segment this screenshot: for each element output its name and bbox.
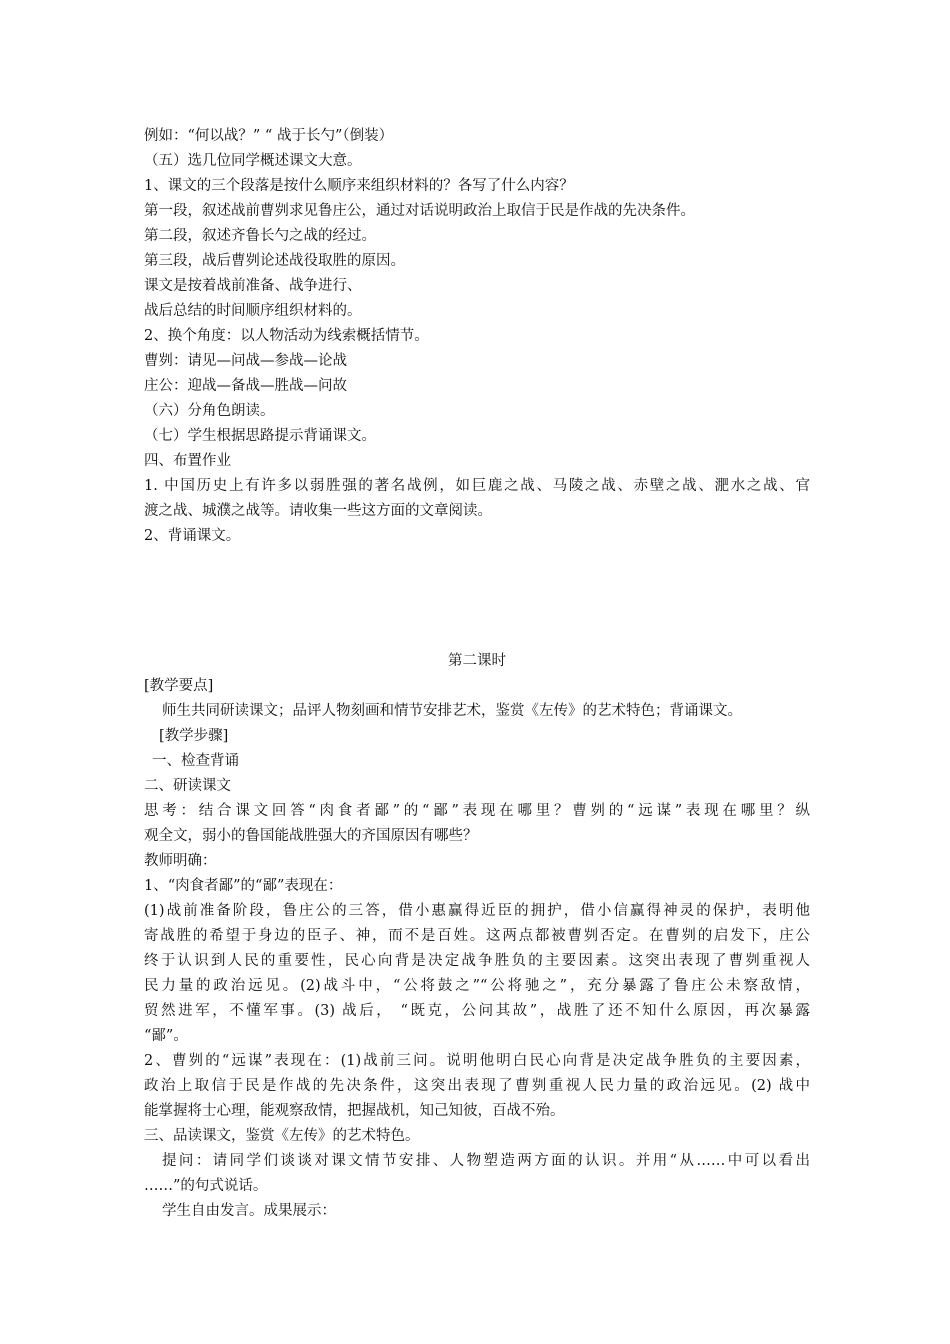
text-line: 1、课文的三个段落是按什么顺序来组织材料的？各写了什么内容？ bbox=[144, 178, 574, 194]
text-line: (1)战前准备阶段，鲁庄公的三答，借小惠赢得近臣的拥护，借小信赢得神灵的保护，表明他 bbox=[144, 903, 810, 919]
text-line: 1、“肉食者鄙”的“鄙”表现在： bbox=[144, 878, 343, 894]
text-line: 2、背诵课文。 bbox=[144, 528, 241, 544]
text-line: 思考：结合课文回答“肉食者鄙”的“鄙”表现在哪里？曹刿的“远谋”表现在哪里？纵 bbox=[144, 803, 810, 819]
text-line: 提问：请同学们谈谈对课文情节安排、人物塑造两方面的认识。并用“从……中可以看出 bbox=[162, 1153, 810, 1169]
text-line: 渡之战、城濮之战等。请收集一些这方面的文章阅读。 bbox=[144, 503, 492, 519]
text-line: 第二段，叙述齐鲁长勺之战的经过。 bbox=[144, 228, 376, 244]
text-line: 庄公：迎战—备战—胜战—问故 bbox=[144, 378, 347, 394]
section-heading: 四、布置作业 bbox=[144, 453, 231, 469]
text-line: 第三段，战后曹刿论述战役取胜的原因。 bbox=[144, 253, 405, 269]
text-line: 终于认识到人民的重要性，民心向背是决定战争胜负的主要因素。这突出表现了曹刿重视人 bbox=[144, 953, 810, 969]
text-line: “鄙”。 bbox=[144, 1028, 188, 1044]
text-line: 1. 中国历史上有许多以弱胜强的著名战例，如巨鹿之战、马陵之战、赤壁之战、淝水之战、官 bbox=[144, 478, 810, 494]
text-line: 课文是按着战前准备、战争进行、 bbox=[144, 278, 362, 294]
text-line: 贸然进军，不懂军事。(3) 战后， “既克，公问其故”，战胜了还不知什么原因，再次暴露 bbox=[144, 1003, 810, 1019]
text-line: 第一段，叙述战前曹刿求见鲁庄公，通过对话说明政治上取信于民是作战的先决条件。 bbox=[144, 203, 695, 219]
text-line: 曹刿：请见—问战—参战—论战 bbox=[144, 353, 347, 369]
text-line: [教学步骤] bbox=[159, 728, 229, 744]
lesson-title: 第二课时 bbox=[448, 653, 506, 669]
section-heading: 二、研读课文 bbox=[144, 778, 231, 794]
text-line: 一、检查背诵 bbox=[152, 753, 239, 769]
text-line: 2、曹刿的“远谋”表现在：(1)战前三问。说明他明白民心向背是决定战争胜负的主要因素， bbox=[144, 1053, 810, 1069]
text-line: 观全文，弱小的鲁国能战胜强大的齐国原因有哪些？ bbox=[144, 828, 478, 844]
text-line: 教师明确： bbox=[144, 853, 217, 869]
text-line: 2、换个角度：以人物活动为线索概括情节。 bbox=[144, 328, 429, 344]
text-line: （七）学生根据思路提示背诵课文。 bbox=[144, 428, 376, 444]
text-line: [教学要点] bbox=[144, 678, 214, 694]
text-line: 学生自由发言。成果展示： bbox=[162, 1203, 336, 1219]
text-line: 例如：“何以战？” “ 战于长勺”（倒装） bbox=[144, 128, 394, 144]
text-line: 政治上取信于民是作战的先决条件，这突出表现了曹刿重视人民力量的政治远见。(2) 战中 bbox=[144, 1078, 810, 1094]
text-line: （五）选几位同学概述课文大意。 bbox=[144, 153, 362, 169]
text-line: 战后总结的时间顺序组织材料的。 bbox=[144, 303, 362, 319]
text-line: （六）分角色朗读。 bbox=[144, 403, 275, 419]
text-line: ……”的句式说话。 bbox=[144, 1178, 268, 1194]
text-line: 能掌握将士心理，能观察敌情，把握战机，知己知彼，百战不殆。 bbox=[144, 1103, 565, 1119]
text-line: 寄战胜的希望于身边的臣子、神，而不是百姓。这两点都被曹刿否定。在曹刿的启发下，庄公 bbox=[144, 928, 810, 944]
text-line: 师生共同研读课文；品评人物刻画和情节安排艺术，鉴赏《左传》的艺术特色；背诵课文。 bbox=[162, 703, 742, 719]
text-line: 民力量的政治远见。(2)战斗中，“公将鼓之”“公将驰之”，充分暴露了鲁庄公未察敌情， bbox=[144, 978, 810, 994]
section-heading: 三、品读课文，鉴赏《左传》的艺术特色。 bbox=[144, 1128, 420, 1144]
